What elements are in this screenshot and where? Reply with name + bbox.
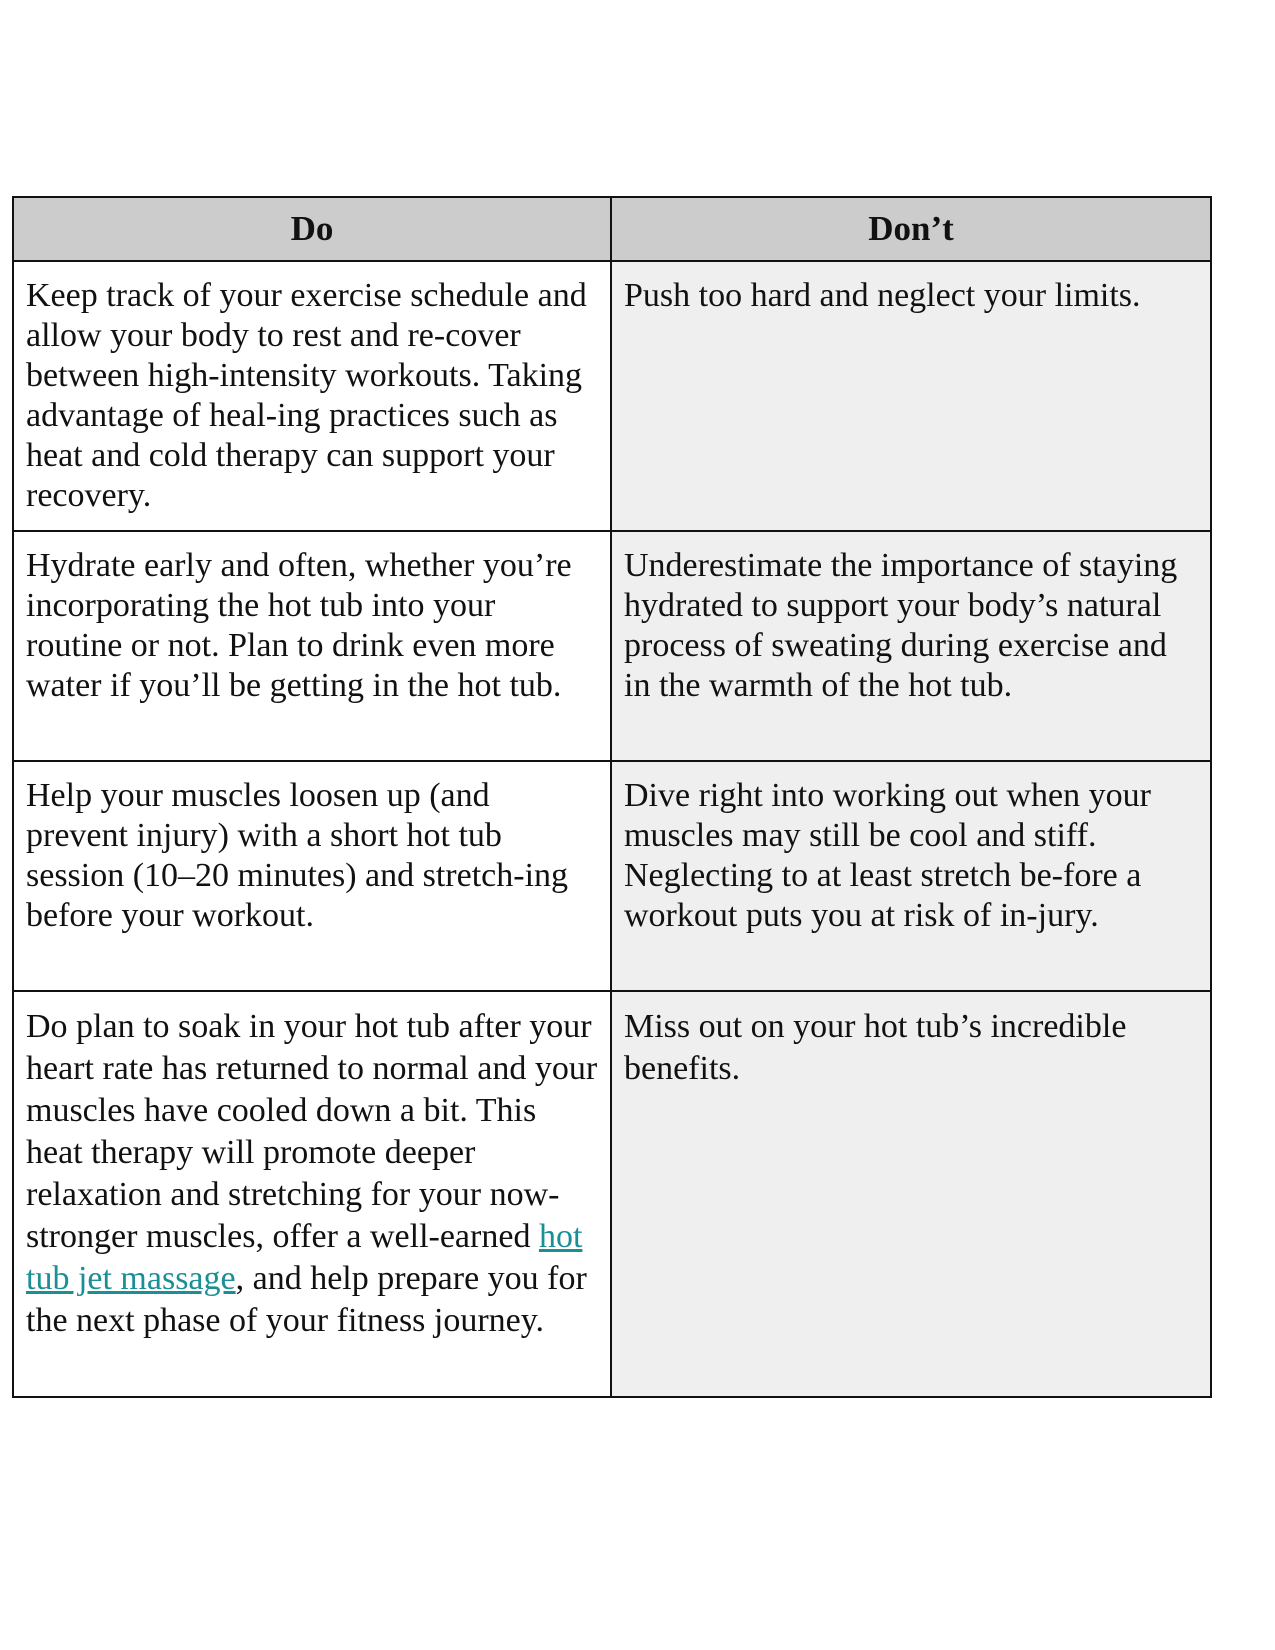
- table-row: [13, 761, 1211, 991]
- do-cell: Keep track of your exercise schedule and allow your body to rest and re-cover between high-intensity workouts. Taking advantage of heal-ing practices such as heat and cold therapy can support your recovery.: [13, 261, 611, 531]
- hot-tub-jet-massage-link[interactable]: hot tub jet massage: [26, 1218, 583, 1297]
- table-row: [13, 261, 1211, 531]
- do-cell: Hydrate early and often, whether you’re incorporating the hot tub into your routine or not. Plan to drink even more water if you’ll be getting in the hot tub.: [13, 531, 611, 761]
- table-header-row: [13, 197, 1211, 261]
- dont-cell: Underestimate the importance of staying hydrated to support your body’s natural process of sweating during exercise and in the warmth of the hot tub.: [611, 531, 1211, 761]
- do-dont-table-wrapper: [12, 196, 1210, 1398]
- dont-cell: Push too hard and neglect your limits.: [611, 261, 1211, 531]
- do-cell: Help your muscles loosen up (and prevent injury) with a short hot tub session (10–20 minutes) and stretch-ing before your workout.: [13, 761, 611, 991]
- header-dont: Don’t: [611, 197, 1211, 261]
- table-row: [13, 991, 1211, 1397]
- dont-cell: Miss out on your hot tub’s incredible benefits.: [611, 991, 1211, 1397]
- do-cell: [13, 991, 611, 1397]
- do-dont-table: [12, 196, 1212, 1398]
- header-do: Do: [13, 197, 611, 261]
- dont-cell: Dive right into working out when your muscles may still be cool and stiff. Neglecting to at least stretch be-fore a workout puts you at risk of in-jury.: [611, 761, 1211, 991]
- do-text-after-link: , and help prepare you for the next phase of your fitness journey.: [26, 1260, 587, 1339]
- table-row: [13, 531, 1211, 761]
- do-text-before-link: Do plan to soak in your hot tub after your heart rate has returned to normal and your muscles have cooled down a bit. This heat therapy will promote deeper relaxation and stretching for your now-stronger muscles, offer a well-earned: [26, 1008, 598, 1255]
